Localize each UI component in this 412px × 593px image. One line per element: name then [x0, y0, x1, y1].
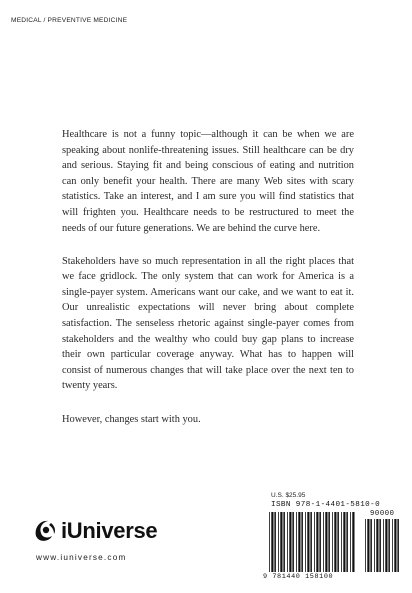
blurb-paragraph-2: Stakeholders have so much representation in all the right places that we face gridlock. The only system that can work for America is a single-payer system. Americans want our cake, and we want to eat it. Our unrealistic expectations will never bring about complete satisfaction. The senseless rhetoric against single-payer comes from stakeholders and the wealthy who could buy gap plans to increase their own particular coverage anyway. What has to happen will consist of numerous changes that will take place over the next ten to twenty years. [62, 255, 354, 392]
barcode-bars [263, 510, 403, 574]
price-addon-digits: 90000 [370, 510, 395, 518]
ean-digits: 9 781440 158100 [263, 573, 334, 581]
publisher-logo [33, 517, 157, 545]
back-cover-blurb [62, 127, 354, 445]
isbn-barcode-block [263, 501, 403, 584]
isbn-number: ISBN 978-1-4401-5810-0 [271, 501, 381, 509]
blurb-paragraph-1: Healthcare is not a funny topic—although it can be when we are speaking about nonlife-threatening issues. Still healthcare can be dry and serious. Staying fit and being conscious of eating and nutrition can only benefit your health. There are many Web sites with scary statistics. Take an interest, and I am sure you will find statistics that will frighten you. Healthcare needs to be restructured to meet the needs of our future generations. We are behind the curve here. [62, 129, 354, 234]
book-category: MEDICAL / PREVENTIVE MEDICINE [11, 17, 128, 24]
blurb-paragraph-3: However, changes start with you. [62, 413, 201, 425]
publisher-website: www.iuniverse.com [36, 553, 127, 562]
price-label: U.S. $25.95 [271, 492, 306, 499]
publisher-name: iUniverse [61, 518, 158, 543]
iuniverse-swirl-logo-icon [33, 517, 57, 545]
